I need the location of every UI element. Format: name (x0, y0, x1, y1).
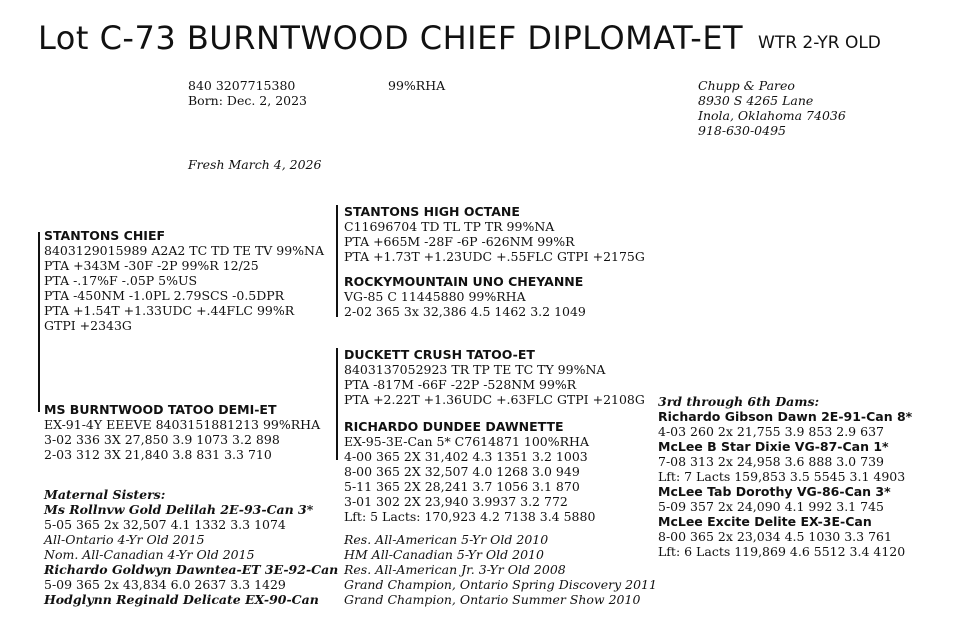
consignor-phone: 918-630-0495 (698, 123, 786, 138)
rha-percent: 99%RHA (388, 78, 446, 93)
consignor-address1: 8930 S 4265 Lane (698, 93, 814, 108)
sister-name: Ms Rollnvw Gold Delilah 2E-93-Can 3* (44, 502, 314, 517)
sire-block (44, 228, 324, 333)
sire-line: PTA -.17%F -.05P 5%US (44, 273, 198, 288)
dams-dam-block (344, 419, 595, 524)
sires-dam-name: ROCKYMOUNTAIN UNO CHEYANNE (344, 274, 584, 289)
dams-sire-line: 8403137052923 TR TP TE TC TY 99%NA (344, 362, 606, 377)
consignor (698, 78, 846, 138)
sister-line: Nom. All-Canadian 4-Yr Old 2015 (44, 547, 255, 562)
dam-line-5: 5-09 357 2x 24,090 4.1 992 3.1 745 (658, 499, 884, 514)
dam-name-5: McLee Tab Dorothy VG-86-Can 3* (658, 484, 891, 499)
dam-line-6: 8-00 365 2x 23,034 4.5 1030 3.3 761 (658, 529, 892, 544)
pedigree-bracket-sire (336, 205, 338, 317)
consignor-name: Chupp & Pareo (698, 78, 795, 93)
dam-line-6: Lft: 6 Lacts 119,869 4.6 5512 3.4 4120 (658, 544, 906, 559)
honor-line: HM All-Canadian 5-Yr Old 2010 (344, 547, 544, 562)
dams-3-6-heading: 3rd through 6th Dams: (658, 394, 820, 409)
dam-name-6: McLee Excite Delite EX-3E-Can (658, 514, 872, 529)
sire-line: PTA +1.54T +1.33UDC +.44FLC 99%R (44, 303, 295, 318)
pedigree-bracket-left (38, 232, 40, 412)
dams-dam-line: Lft: 5 Lacts: 170,923 4.2 7138 3.4 5880 (344, 509, 596, 524)
dam-line-4: Lft: 7 Lacts 159,853 3.5 5545 3.1 4903 (658, 469, 906, 484)
fresh-date: Fresh March 4, 2026 (188, 157, 322, 172)
dam-line: 3-02 336 3X 27,850 3.9 1073 3.2 898 (44, 432, 280, 447)
dams-sire-name: DUCKETT CRUSH TATOO-ET (344, 347, 535, 362)
dams-dam-honors (344, 532, 657, 607)
sires-sire-line: PTA +665M -28F -6P -626NM 99%R (344, 234, 575, 249)
sire-line: GTPI +2343G (44, 318, 132, 333)
dams-dam-line: EX-95-3E-Can 5* C7614871 100%RHA (344, 434, 589, 449)
sire-line: PTA -450NM -1.0PL 2.79SCS -0.5DPR (44, 288, 285, 303)
page-title: Lot C-73 BURNTWOOD CHIEF DIPLOMAT-ET (38, 19, 744, 57)
maternal-sisters (44, 487, 338, 607)
dam-line: 2-03 312 3X 21,840 3.8 831 3.3 710 (44, 447, 272, 462)
dam-line: EX-91-4Y EEEVE 8403151881213 99%RHA (44, 417, 321, 432)
sires-dam-line: 2-02 365 3x 32,386 4.5 1462 3.2 1049 (344, 304, 586, 319)
sires-sire-block (344, 204, 645, 264)
sister-line: 5-09 365 2x 43,834 6.0 2637 3.3 1429 (44, 577, 286, 592)
honor-line: Grand Champion, Ontario Summer Show 2010 (344, 592, 641, 607)
age-class: WTR 2-YR OLD (758, 33, 881, 53)
sires-sire-line: PTA +1.73T +1.23UDC +.55FLC GTPI +2175G (344, 249, 645, 264)
maternal-sisters-heading: Maternal Sisters: (44, 487, 166, 502)
sire-line: PTA +343M -30F -2P 99%R 12/25 (44, 258, 259, 273)
dam-line-3: 4-03 260 2x 21,755 3.9 853 2.9 637 (658, 424, 884, 439)
pedigree-bracket-dam (336, 348, 338, 460)
registration-number: 840 3207715380 (188, 78, 296, 93)
sires-dam-line: VG-85 C 11445880 99%RHA (344, 289, 526, 304)
sister-name: Hodglynn Reginald Delicate EX-90-Can (44, 592, 319, 607)
sires-dam-block (344, 274, 586, 319)
honor-line: Grand Champion, Ontario Spring Discovery 2011 (344, 577, 657, 592)
dams-sire-block (344, 347, 645, 407)
dams-dam-line: 8-00 365 2X 32,507 4.0 1268 3.0 949 (344, 464, 580, 479)
sister-name: Richardo Goldwyn Dawntea-ET 3E-92-Can (44, 562, 339, 577)
sires-sire-name: STANTONS HIGH OCTANE (344, 204, 520, 219)
dams-dam-name: RICHARDO DUNDEE DAWNETTE (344, 419, 564, 434)
dam-name-4: McLee B Star Dixie VG-87-Can 1* (658, 439, 889, 454)
sires-sire-line: C11696704 TD TL TP TR 99%NA (344, 219, 555, 234)
sister-line: All-Ontario 4-Yr Old 2015 (44, 532, 205, 547)
dam-line-4: 7-08 313 2x 24,958 3.6 888 3.0 739 (658, 454, 884, 469)
honor-line: Res. All-American 5-Yr Old 2010 (344, 532, 549, 547)
consignor-address2: Inola, Oklahoma 74036 (698, 108, 846, 123)
dams-dam-line: 3-01 302 2X 23,940 3.9937 3.2 772 (344, 494, 568, 509)
sire-line: 8403129015989 A2A2 TC TD TE TV 99%NA (44, 243, 325, 258)
dams-sire-line: PTA -817M -66F -22P -528NM 99%R (344, 377, 577, 392)
dams-3-6 (658, 394, 912, 559)
animal-info (188, 78, 307, 108)
dams-sire-line: PTA +2.22T +1.36UDC +.63FLC GTPI +2108G (344, 392, 645, 407)
dams-dam-line: 5-11 365 2X 28,241 3.7 1056 3.1 870 (344, 479, 580, 494)
dams-dam-line: 4-00 365 2X 31,402 4.3 1351 3.2 1003 (344, 449, 588, 464)
honor-line: Res. All-American Jr. 3-Yr Old 2008 (344, 562, 566, 577)
dam-name-3: Richardo Gibson Dawn 2E-91-Can 8* (658, 409, 913, 424)
dam-name: MS BURNTWOOD TATOO DEMI-ET (44, 402, 277, 417)
sire-name: STANTONS CHIEF (44, 228, 166, 243)
sister-line: 5-05 365 2x 32,507 4.1 1332 3.3 1074 (44, 517, 286, 532)
birth-date: Born: Dec. 2, 2023 (188, 93, 308, 108)
dam-block (44, 402, 320, 462)
